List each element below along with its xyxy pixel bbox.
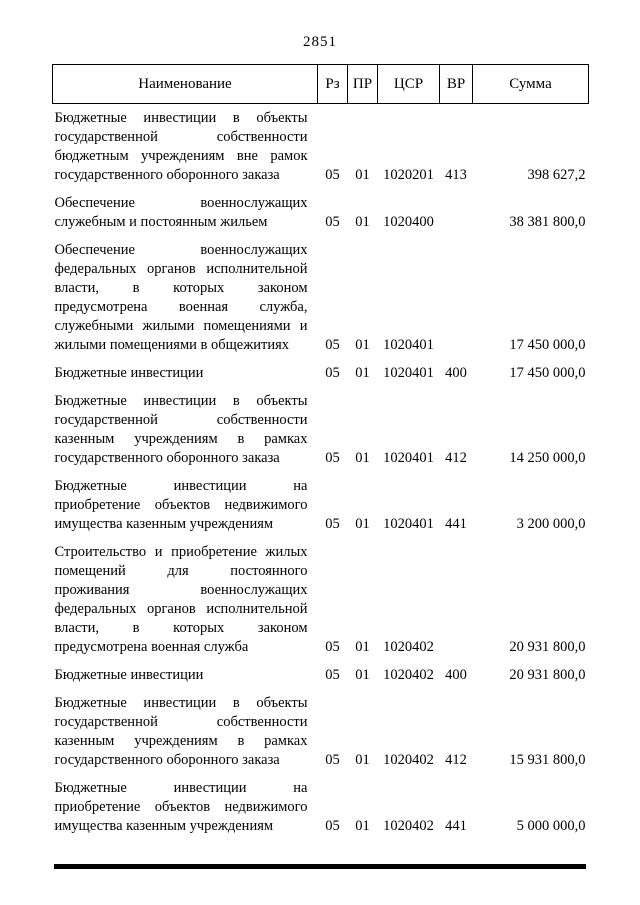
cell-vr: 413 <box>445 167 467 183</box>
col-header-pr: ПР <box>348 65 378 104</box>
table-row <box>53 661 589 689</box>
table-row <box>53 472 589 538</box>
cell-vr: 400 <box>445 365 467 381</box>
cell-summa: 17 450 000,0 <box>509 337 586 353</box>
cell-csr: 1020402 <box>383 752 434 768</box>
cell-csr: 1020201 <box>383 167 434 183</box>
cell-rz: 05 <box>325 818 340 834</box>
cell-summa: 38 381 800,0 <box>509 214 586 230</box>
cell-summa: 5 000 000,0 <box>516 818 586 834</box>
table-row <box>53 689 589 774</box>
cell-csr: 1020400 <box>383 214 434 230</box>
cell-pr: 01 <box>355 516 370 532</box>
cell-pr: 01 <box>355 818 370 834</box>
cell-summa: 17 450 000,0 <box>509 365 586 381</box>
col-header-name: Наименование <box>53 65 318 104</box>
cell-name: Бюджетные инвестиции в объекты государственной собственности казенным учреждениям в рамках государственного оборонного заказа <box>54 695 308 768</box>
cell-csr: 1020401 <box>383 337 434 353</box>
table-row <box>53 104 589 190</box>
col-header-vr: ВР <box>440 65 473 104</box>
page-bottom-rule <box>54 864 586 869</box>
cell-rz: 05 <box>325 337 340 353</box>
cell-csr: 1020402 <box>383 818 434 834</box>
cell-pr: 01 <box>355 752 370 768</box>
cell-csr: 1020401 <box>383 365 434 381</box>
cell-name: Бюджетные инвестиции в объекты государственной собственности казенным учреждениям в рамках государственного оборонного заказа <box>54 393 308 466</box>
cell-summa: 15 931 800,0 <box>509 752 586 768</box>
cell-summa: 398 627,2 <box>527 167 586 183</box>
cell-rz: 05 <box>325 167 340 183</box>
cell-name: Обеспечение военнослужащих служебным и постоянным жильем <box>54 195 308 230</box>
cell-rz: 05 <box>325 450 340 466</box>
cell-vr <box>440 538 473 661</box>
cell-rz: 05 <box>325 214 340 230</box>
cell-name: Бюджетные инвестиции на приобретение объектов недвижимого имущества казенным учреждениям <box>54 478 308 532</box>
cell-vr: 441 <box>445 516 467 532</box>
table-row <box>53 189 589 236</box>
cell-summa: 3 200 000,0 <box>516 516 586 532</box>
cell-summa: 14 250 000,0 <box>509 450 586 466</box>
cell-pr: 01 <box>355 337 370 353</box>
cell-csr: 1020401 <box>383 516 434 532</box>
cell-vr: 441 <box>445 818 467 834</box>
cell-vr <box>440 236 473 359</box>
cell-csr: 1020402 <box>383 639 434 655</box>
table-row <box>53 774 589 840</box>
table-header-row <box>53 65 589 104</box>
table-row <box>53 538 589 661</box>
cell-rz: 05 <box>325 639 340 655</box>
cell-rz: 05 <box>325 516 340 532</box>
col-header-summa: Сумма <box>473 65 589 104</box>
cell-name: Бюджетные инвестиции на приобретение объектов недвижимого имущества казенным учреждениям <box>54 780 308 834</box>
cell-summa: 20 931 800,0 <box>509 667 586 683</box>
cell-csr: 1020401 <box>383 450 434 466</box>
cell-name: Строительство и приобретение жилых помещений для постоянного проживания военнослужащих федеральных органов исполнительной власти, в которых законом предусмотрена военная служба <box>54 544 308 655</box>
cell-vr <box>440 189 473 236</box>
cell-vr: 412 <box>445 752 467 768</box>
cell-rz: 05 <box>325 752 340 768</box>
cell-pr: 01 <box>355 214 370 230</box>
cell-vr: 400 <box>445 667 467 683</box>
cell-name: Бюджетные инвестиции <box>54 667 204 683</box>
page-number: 2851 <box>303 34 337 50</box>
budget-table <box>52 64 589 840</box>
cell-name: Бюджетные инвестиции в объекты государственной собственности бюджетным учреждениям вне рамок государственного оборонного заказа <box>54 110 308 183</box>
cell-pr: 01 <box>355 365 370 381</box>
cell-name: Обеспечение военнослужащих федеральных органов исполнительной власти, в которых законом предусмотрена военная служба, служебными жилыми помещениями и жилыми помещениями в общежитиях <box>54 242 308 353</box>
cell-name: Бюджетные инвестиции <box>54 365 204 381</box>
cell-pr: 01 <box>355 167 370 183</box>
cell-csr: 1020402 <box>383 667 434 683</box>
col-header-csr: ЦСР <box>378 65 440 104</box>
cell-summa: 20 931 800,0 <box>509 639 586 655</box>
cell-vr: 412 <box>445 450 467 466</box>
col-header-rz: Рз <box>318 65 348 104</box>
cell-pr: 01 <box>355 667 370 683</box>
table-row <box>53 387 589 472</box>
table-row <box>53 359 589 387</box>
cell-pr: 01 <box>355 639 370 655</box>
cell-rz: 05 <box>325 365 340 381</box>
table-row <box>53 236 589 359</box>
cell-rz: 05 <box>325 667 340 683</box>
cell-pr: 01 <box>355 450 370 466</box>
